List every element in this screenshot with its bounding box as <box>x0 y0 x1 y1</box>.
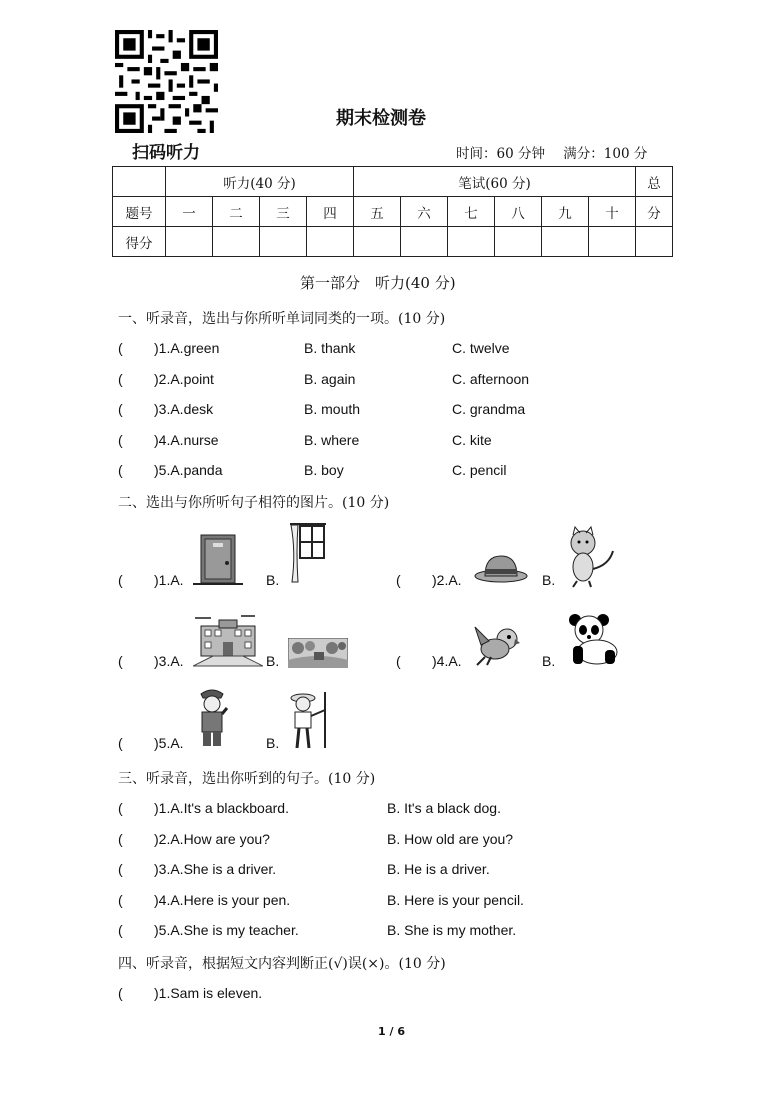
list-item: ( )2.A.How are you? B. How old are you? <box>118 831 514 847</box>
score-label: 得分 <box>113 227 166 257</box>
exam-full-score: 满分：100 分 <box>563 146 648 162</box>
door-image <box>193 533 243 587</box>
list-item: ( )3.A. B. ( )4.A. B. <box>118 653 556 669</box>
exam-time: 时间：60 分钟 <box>456 146 545 162</box>
question-number: 八 <box>495 197 542 227</box>
exam-meta <box>456 142 661 162</box>
part1-title: 第一部分 听力(40 分) <box>300 274 456 292</box>
question-number-label: 题号 <box>113 197 166 227</box>
score-cell[interactable] <box>166 227 213 257</box>
qr-code-image <box>115 30 218 133</box>
writing-header: 笔试(60 分) <box>354 167 636 197</box>
police-officer-image <box>195 686 229 748</box>
list-item: ( )4.A.Here is your pen. B. Here is your pencil. <box>118 892 524 908</box>
total-header-bottom: 分 <box>636 197 673 227</box>
listening-header: 听力(40 分) <box>166 167 354 197</box>
question-number: 一 <box>166 197 213 227</box>
question-number: 六 <box>401 197 448 227</box>
hat-image <box>473 552 529 584</box>
score-cell[interactable] <box>213 227 260 257</box>
score-table <box>112 166 673 257</box>
cat-image <box>563 525 617 589</box>
list-item: ( )5.A. B. <box>118 735 280 751</box>
question-number: 七 <box>448 197 495 227</box>
list-item: ( )1.A.It's a blackboard. B. It's a black dog. <box>118 800 501 816</box>
total-header-top: 总 <box>636 167 673 197</box>
list-item: ( )5.A.panda B. boy C. pencil <box>118 462 507 478</box>
question-number: 十 <box>589 197 636 227</box>
section2-title: 二、选出与你所听句子相符的图片。(10 分) <box>118 495 390 511</box>
score-cell[interactable] <box>542 227 589 257</box>
page-title: 期末检测卷 <box>336 108 426 129</box>
score-cell[interactable] <box>495 227 542 257</box>
list-item: ( )1.A.green B. thank C. twelve <box>118 340 510 356</box>
page-number: 1 / 6 <box>378 1025 405 1038</box>
score-cell[interactable] <box>448 227 495 257</box>
hiker-image <box>287 690 333 750</box>
total-score-cell[interactable] <box>636 227 673 257</box>
question-number: 二 <box>213 197 260 227</box>
list-item: ( )1.A. B. ( )2.A. B. <box>118 572 556 588</box>
question-number: 三 <box>260 197 307 227</box>
list-item: ( )3.A.She is a driver. B. He is a driver. <box>118 861 490 877</box>
school-building-image <box>193 612 263 668</box>
parrot-image <box>473 623 521 667</box>
question-number: 九 <box>542 197 589 227</box>
score-cell[interactable] <box>401 227 448 257</box>
scan-listening-label: 扫码听力 <box>132 143 200 163</box>
section3-title: 三、听录音，选出你听到的句子。(10 分) <box>118 771 376 787</box>
question-number: 五 <box>354 197 401 227</box>
section4-title: 四、听录音，根据短文内容判断正(√)误(×)。(10 分) <box>118 956 446 972</box>
list-item: ( )2.A.point B. again C. afternoon <box>118 371 530 387</box>
question-number: 四 <box>307 197 354 227</box>
list-item: ( )5.A.She is my teacher. B. She is my mother. <box>118 922 517 938</box>
score-cell[interactable] <box>354 227 401 257</box>
list-item: ( )4.A.nurse B. where C. kite <box>118 432 492 448</box>
list-item: ( )1.Sam is eleven. <box>118 985 263 1001</box>
section1-title: 一、听录音，选出与你所听单词同类的一项。(10 分) <box>118 311 446 327</box>
park-scene-image <box>288 638 348 668</box>
score-cell[interactable] <box>589 227 636 257</box>
panda-image <box>565 612 621 666</box>
score-cell[interactable] <box>307 227 354 257</box>
window-image <box>288 522 328 586</box>
score-cell[interactable] <box>260 227 307 257</box>
list-item: ( )3.A.desk B. mouth C. grandma <box>118 401 526 417</box>
